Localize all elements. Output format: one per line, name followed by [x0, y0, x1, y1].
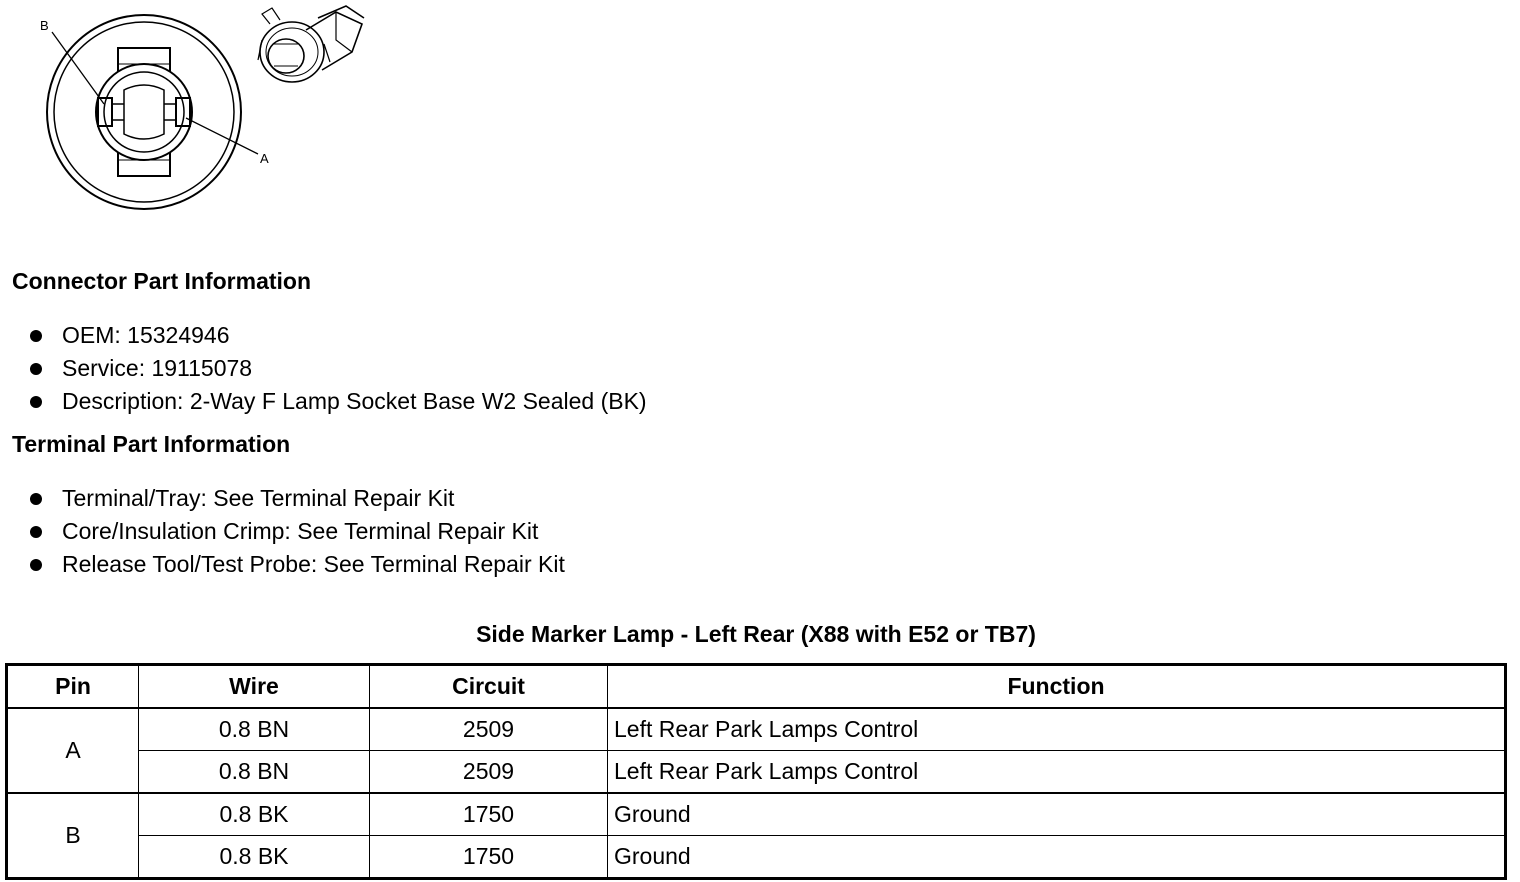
header-circuit: Circuit: [370, 665, 608, 709]
function-cell: Ground: [608, 793, 1506, 836]
function-cell: Ground: [608, 836, 1506, 879]
bullet-icon: [30, 526, 42, 538]
circuit-cell: 2509: [370, 751, 608, 794]
list-item: [28, 482, 565, 515]
pinout-table: [5, 663, 1507, 880]
list-item-text: Terminal/Tray: See Terminal Repair Kit: [62, 485, 455, 511]
wire-cell: 0.8 BK: [139, 836, 370, 879]
circuit-cell: 1750: [370, 793, 608, 836]
list-item: [28, 352, 647, 385]
circuit-cell: 2509: [370, 708, 608, 751]
list-item-text: Release Tool/Test Probe: See Terminal Repair Kit: [62, 551, 565, 577]
wire-cell: 0.8 BN: [139, 708, 370, 751]
function-cell: Left Rear Park Lamps Control: [608, 751, 1506, 794]
header-wire: Wire: [139, 665, 370, 709]
circuit-cell: 1750: [370, 836, 608, 879]
terminal-part-heading: Terminal Part Information: [12, 431, 291, 457]
bullet-icon: [30, 330, 42, 342]
list-item: [28, 548, 565, 581]
connector-face-view: [47, 15, 241, 209]
bullet-icon: [30, 396, 42, 408]
connector-part-list: [28, 319, 647, 418]
bullet-icon: [30, 559, 42, 571]
table-row: [7, 836, 1506, 879]
wire-cell: 0.8 BN: [139, 751, 370, 794]
connector-part-heading: Connector Part Information: [12, 268, 312, 294]
header-function: Function: [608, 665, 1506, 709]
terminal-part-list: [28, 482, 565, 581]
table-row: [7, 708, 1506, 751]
callout-b: B: [40, 18, 49, 33]
table-title: Side Marker Lamp - Left Rear (X88 with E52 or TB7): [476, 621, 1036, 647]
list-item-text: Service: 19115078: [62, 355, 253, 381]
list-item-text: OEM: 15324946: [62, 322, 230, 348]
table-row: [7, 793, 1506, 836]
bullet-icon: [30, 363, 42, 375]
list-item: [28, 515, 565, 548]
pin-cell: A: [7, 708, 139, 793]
callout-leaders: [52, 32, 258, 154]
wire-cell: 0.8 BK: [139, 793, 370, 836]
list-item: [28, 319, 647, 352]
header-pin: Pin: [7, 665, 139, 709]
bullet-icon: [30, 493, 42, 505]
table-row: [7, 751, 1506, 794]
callout-a: A: [260, 151, 269, 166]
pin-cell: B: [7, 793, 139, 879]
connector-3d-view: [258, 6, 364, 82]
list-item: [28, 385, 647, 418]
function-cell: Left Rear Park Lamps Control: [608, 708, 1506, 751]
list-item-text: Core/Insulation Crimp: See Terminal Repair Kit: [62, 518, 539, 544]
connector-diagram: [0, 0, 400, 220]
table-header-row: [7, 665, 1506, 709]
list-item-text: Description: 2-Way F Lamp Socket Base W2 Sealed (BK): [62, 388, 647, 414]
